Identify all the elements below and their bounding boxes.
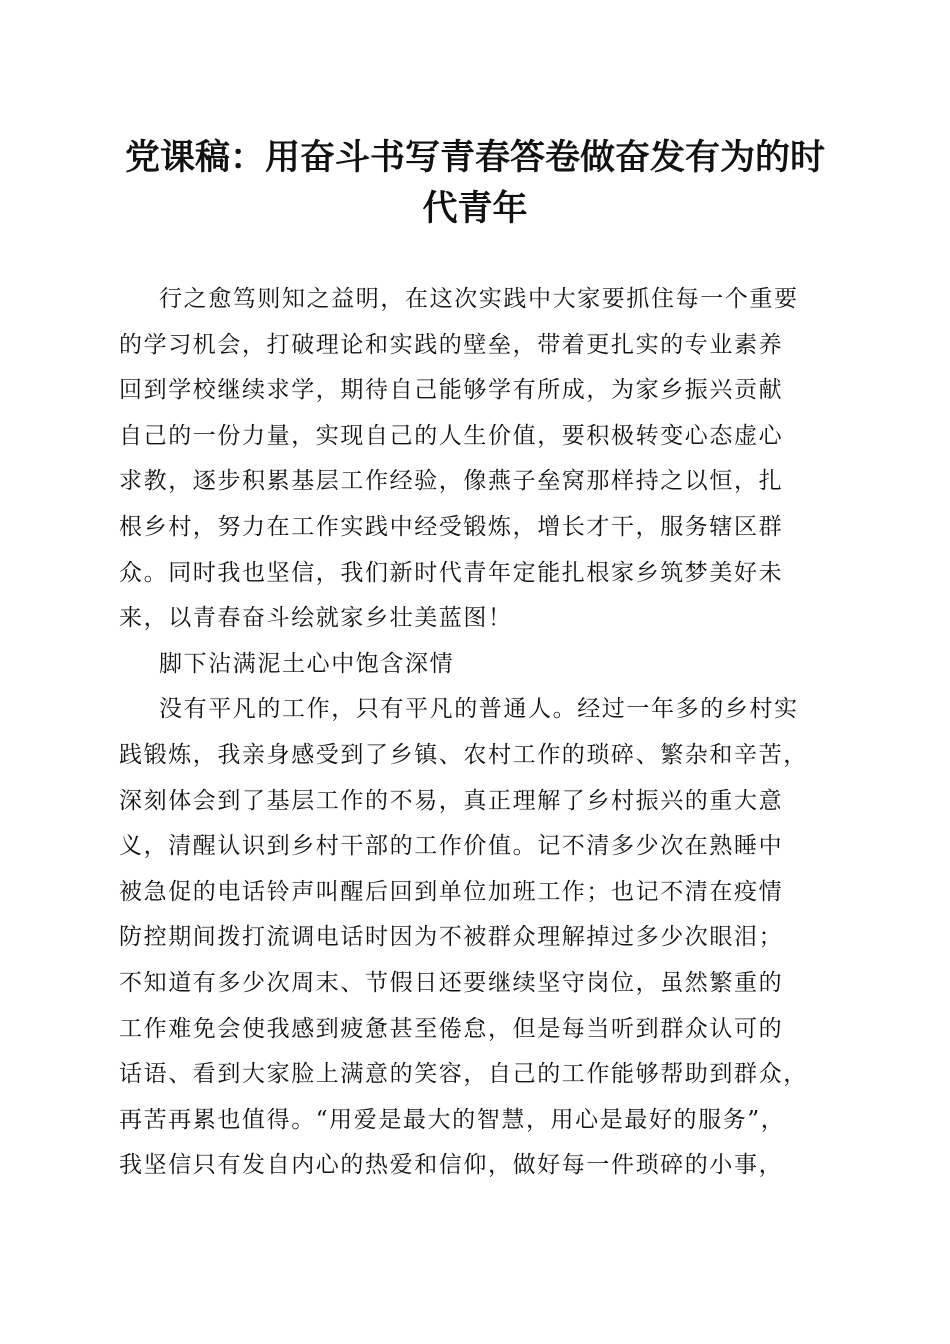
text-line: 工作难免会使我感到疲惫甚至倦怠，但是每当听到群众认可的 (119, 1015, 784, 1042)
document-title (100, 133, 850, 235)
title-line-2: 代青年 (422, 189, 528, 229)
text-line: 行之愈笃则知之益明，在这次实践中大家要抓住每一个重要 (159, 286, 799, 312)
text-line: 自己的一份力量，实现自己的人生价值，要积极转变心态虚心 (119, 422, 784, 449)
text-line: 不知道有多少次周末、节假日还要继续坚守岗位，虽然繁重的 (119, 969, 784, 996)
text-line: 没有平凡的工作，只有平凡的普通人。经过一年多的乡村实 (159, 696, 799, 723)
text-line: 根乡村，努力在工作实践中经受锻炼，增长才干，服务辖区群 (119, 513, 784, 540)
text-line: 被急促的电话铃声叫醒后回到单位加班工作；也记不清在疫情 (119, 878, 784, 905)
text-line: 话语、看到大家脸上满意的笑容，自己的工作能够帮助到群众， (119, 1061, 808, 1088)
text-line: 防控期间拨打流调电话时因为不被群众理解掉过多少次眼泪； (119, 924, 784, 951)
text-line: 求教，逐步积累基层工作经验，像燕子垒窝那样持之以恒，扎 (119, 468, 784, 495)
text-line: 来，以青春奋斗绘就家乡壮美蓝图！ (119, 605, 513, 632)
text-line: 践锻炼，我亲身感受到了乡镇、农村工作的琐碎、繁杂和辛苦， (119, 741, 808, 768)
text-line: 回到学校继续求学，期待自己能够学有所成，为家乡振兴贡献 (119, 377, 784, 404)
text-line: 我坚信只有发自内心的热爱和信仰，做好每一件琐碎的小事， (119, 1152, 784, 1179)
text-line: 再苦再累也值得。“用爱是最大的智慧，用心是最好的服务”， (119, 1106, 786, 1133)
document-body (119, 277, 831, 1189)
text-line: 众。同时我也坚信，我们新时代青年定能扎根家乡筑梦美好未 (119, 559, 784, 586)
text-line: 义，清醒认识到乡村干部的工作价值。记不清多少次在熟睡中 (119, 833, 784, 860)
text-line: 的学习机会，打破理论和实践的壁垒，带着更扎实的专业素养 (119, 331, 784, 358)
paragraph-1 (119, 277, 831, 642)
paragraph-2 (119, 687, 831, 1189)
title-line-1: 党课稿：用奋斗书写青春答卷做奋发有为的时 (124, 138, 825, 178)
text-line: 深刻体会到了基层工作的不易，真正理解了乡村振兴的重大意 (119, 787, 784, 814)
section-subheading (119, 642, 831, 688)
subheading-text: 脚下沾满泥土心中饱含深情 (159, 650, 455, 677)
